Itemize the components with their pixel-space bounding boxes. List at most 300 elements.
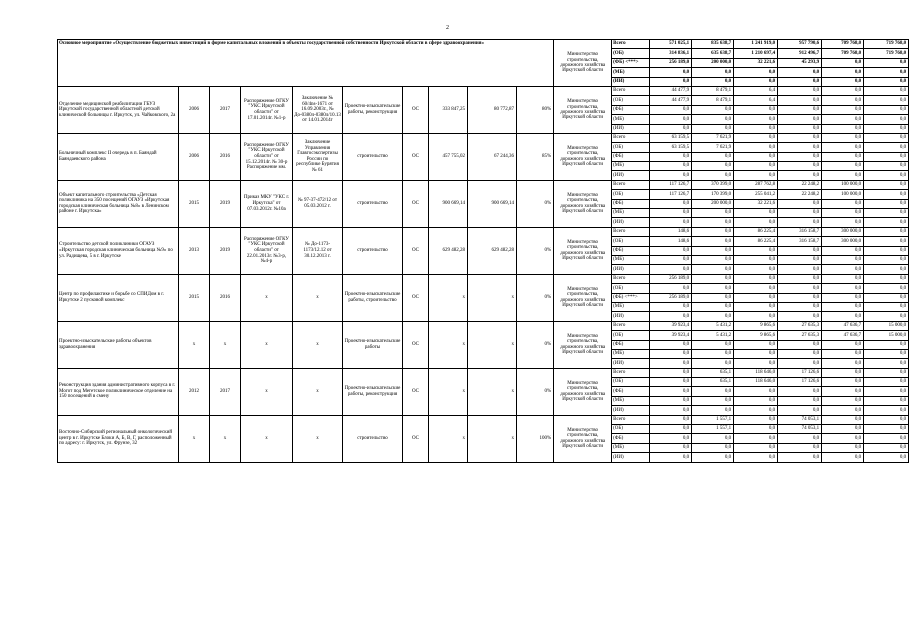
amount-cell: 0,0 bbox=[778, 96, 822, 105]
amount-cell: 719 768,0 bbox=[864, 40, 909, 49]
object-row bbox=[58, 180, 909, 189]
amount-cell: 835 638,7 bbox=[692, 40, 734, 49]
amount-cell: 0,0 bbox=[650, 387, 692, 396]
ministry-cell: Министерство строительства, дорожного хозяйства Иркутской области bbox=[554, 180, 612, 227]
amount-cell: 0,0 bbox=[650, 218, 692, 227]
end-year: 2017 bbox=[210, 86, 241, 133]
order-doc: Распоряжение ОГКУ "УКС Иркутской области" от 17.01.2014г. №1-р bbox=[241, 86, 293, 133]
amount-cell: 0,0 bbox=[822, 340, 864, 349]
amount-cell: 0,0 bbox=[864, 115, 909, 124]
ownership-form: ОС bbox=[403, 180, 429, 227]
source-cell: (ОБ) bbox=[612, 190, 650, 199]
object-name: Проектно-изыскательские работы объектов здравоохранения bbox=[58, 321, 179, 368]
amount-cell: 0,0 bbox=[864, 227, 909, 236]
source-cell: (ОБ) bbox=[612, 284, 650, 293]
amount-cell: 719 768,0 bbox=[864, 49, 909, 58]
amount-cell: 74 053,1 bbox=[778, 415, 822, 424]
amount-cell: 0,0 bbox=[692, 209, 734, 218]
amount-cell: 0,0 bbox=[822, 387, 864, 396]
source-cell: (МБ) bbox=[612, 443, 650, 452]
amount-cell: 148,6 bbox=[650, 227, 692, 236]
amount-cell: 0,0 bbox=[864, 378, 909, 387]
amount-cell: 0,0 bbox=[822, 425, 864, 434]
amount-cell: 0,0 bbox=[822, 415, 864, 424]
amount-cell: 22 248,2 bbox=[778, 190, 822, 199]
amount-cell: 0,0 bbox=[822, 255, 864, 264]
amount-cell: 0,0 bbox=[734, 265, 778, 274]
source-cell: (ФБ) bbox=[612, 340, 650, 349]
conclusion-doc: x bbox=[293, 415, 343, 462]
order-doc: x bbox=[241, 368, 293, 415]
amount-cell: 0,0 bbox=[692, 124, 734, 133]
amount-cell: 0,0 bbox=[734, 434, 778, 443]
amount-cell: 0,0 bbox=[650, 68, 692, 77]
amount-cell: 0,0 bbox=[822, 115, 864, 124]
amount-cell: 0,0 bbox=[822, 209, 864, 218]
amount-cell: 47 636,7 bbox=[822, 331, 864, 340]
amount-cell: 0,0 bbox=[822, 284, 864, 293]
amount-cell: 314 836,1 bbox=[650, 49, 692, 58]
amount-cell: 0,0 bbox=[822, 368, 864, 377]
page-number: 2 bbox=[446, 25, 449, 31]
estimated-cost: x bbox=[429, 274, 468, 321]
amount-cell: 0,0 bbox=[734, 302, 778, 311]
conclusion-doc: № 97-37-472/12 от 05.03.2012 г. bbox=[293, 180, 343, 227]
order-doc: Приказ МКУ "УКС г. Иркутска" от 07.03.2012г. №10а bbox=[241, 180, 293, 227]
amount-cell: 0,0 bbox=[692, 349, 734, 358]
amount-cell: 0,0 bbox=[864, 209, 909, 218]
amount-cell: 0,0 bbox=[692, 152, 734, 161]
amount-cell: 0,0 bbox=[778, 218, 822, 227]
amount-cell: 0,0 bbox=[864, 396, 909, 405]
amount-cell: 0,0 bbox=[778, 265, 822, 274]
amount-cell: 0,0 bbox=[822, 443, 864, 452]
amount-cell: 0,0 bbox=[778, 77, 822, 86]
amount-cell: 0,0 bbox=[692, 302, 734, 311]
amount-cell: 0,0 bbox=[778, 453, 822, 462]
object-row bbox=[58, 274, 909, 283]
amount-cell: 0,0 bbox=[822, 265, 864, 274]
source-cell: (ФБ) bbox=[612, 387, 650, 396]
amount-cell: 0,0 bbox=[692, 406, 734, 415]
amount-cell: 27 635,3 bbox=[778, 321, 822, 330]
amount-cell: 0,0 bbox=[864, 359, 909, 368]
amount-cell: 6,4 bbox=[734, 96, 778, 105]
source-cell: (МБ) bbox=[612, 115, 650, 124]
amount-cell: 0,0 bbox=[778, 162, 822, 171]
amount-cell: 709 768,0 bbox=[822, 40, 864, 49]
amount-cell: 0,0 bbox=[864, 171, 909, 180]
amount-cell: 0,0 bbox=[734, 218, 778, 227]
ownership-form: ОС bbox=[403, 227, 429, 274]
amount-cell: 0,0 bbox=[734, 246, 778, 255]
readiness-percent: 85% bbox=[517, 133, 554, 180]
amount-cell: 0,0 bbox=[778, 105, 822, 114]
amount-cell: 0,0 bbox=[864, 77, 909, 86]
source-cell: (МБ) bbox=[612, 396, 650, 405]
amount-cell: 0,0 bbox=[650, 171, 692, 180]
amount-cell: 86 225,4 bbox=[734, 227, 778, 236]
amount-cell: 0,0 bbox=[822, 86, 864, 95]
amount-cell: 0,0 bbox=[650, 368, 692, 377]
amount-cell: 0,0 bbox=[864, 415, 909, 424]
amount-cell: 0,0 bbox=[650, 425, 692, 434]
amount-cell: 0,0 bbox=[864, 274, 909, 283]
amount-cell: 0,0 bbox=[864, 265, 909, 274]
amount-cell: 0,0 bbox=[650, 396, 692, 405]
amount-cell: 635,1 bbox=[692, 378, 734, 387]
amount-cell: 0,0 bbox=[864, 284, 909, 293]
amount-cell: 0,0 bbox=[734, 105, 778, 114]
amount-cell: 0,0 bbox=[650, 415, 692, 424]
amount-cell: 0,0 bbox=[734, 340, 778, 349]
estimated-cost: 629 482,28 bbox=[429, 227, 468, 274]
readiness-percent: 100% bbox=[517, 415, 554, 462]
amount-cell: 15 000,0 bbox=[864, 331, 909, 340]
object-row bbox=[58, 321, 909, 330]
amount-cell: 0,0 bbox=[864, 302, 909, 311]
remaining-cost: 67 244,36 bbox=[468, 133, 517, 180]
amount-cell: 63 159,5 bbox=[650, 133, 692, 142]
amount-cell: 0,0 bbox=[822, 143, 864, 152]
order-doc: Распоряжение ОГКУ "УКС Иркутской области" от 15.12.2014г. № 30-р Распоряжение мм. bbox=[241, 133, 293, 180]
amount-cell: 0,0 bbox=[650, 124, 692, 133]
amount-cell: 0,0 bbox=[864, 162, 909, 171]
amount-cell: 0,0 bbox=[778, 143, 822, 152]
amount-cell: 0,0 bbox=[650, 359, 692, 368]
amount-cell: 0,0 bbox=[864, 246, 909, 255]
source-cell: (ОБ) bbox=[612, 96, 650, 105]
remaining-cost: 629 482,28 bbox=[468, 227, 517, 274]
amount-cell: 0,0 bbox=[734, 359, 778, 368]
end-year: 2017 bbox=[210, 368, 241, 415]
amount-cell: 0,0 bbox=[822, 396, 864, 405]
amount-cell: 0,0 bbox=[734, 77, 778, 86]
object-row bbox=[58, 415, 909, 424]
amount-cell: 0,0 bbox=[778, 387, 822, 396]
work-type: строительство bbox=[343, 227, 403, 274]
start-year: 2012 bbox=[179, 368, 210, 415]
amount-cell: 0,0 bbox=[692, 162, 734, 171]
amount-cell: 0,0 bbox=[692, 77, 734, 86]
end-year: x bbox=[210, 415, 241, 462]
source-cell: (ИИ) bbox=[612, 77, 650, 86]
amount-cell: 0,0 bbox=[778, 152, 822, 161]
amount-cell: 0,0 bbox=[692, 105, 734, 114]
amount-cell: 118 646,0 bbox=[734, 368, 778, 377]
source-cell: (ОБ) bbox=[612, 49, 650, 58]
amount-cell: 0,0 bbox=[864, 293, 909, 302]
amount-cell: 0,0 bbox=[778, 255, 822, 264]
estimated-cost: x bbox=[429, 321, 468, 368]
source-cell: (ОБ) bbox=[612, 425, 650, 434]
amount-cell: 0,0 bbox=[734, 115, 778, 124]
amount-cell: 0,0 bbox=[650, 255, 692, 264]
amount-cell: 0,0 bbox=[778, 406, 822, 415]
source-cell: Всего bbox=[612, 227, 650, 236]
amount-cell: 0,0 bbox=[822, 378, 864, 387]
estimated-cost: 333 847,25 bbox=[429, 86, 468, 133]
event-title: Основное мероприятие «Осуществление бюджетных инвестиций в форме капитальных вложений в объекты государственной собственности Иркутской области в сфере здравоохранения» bbox=[58, 40, 554, 87]
estimated-cost: 900 669,14 bbox=[429, 180, 468, 227]
amount-cell: 0,0 bbox=[734, 255, 778, 264]
amount-cell: 0,0 bbox=[734, 152, 778, 161]
readiness-percent: 0% bbox=[517, 368, 554, 415]
amount-cell: 0,0 bbox=[864, 152, 909, 161]
amount-cell: 0,0 bbox=[734, 284, 778, 293]
amount-cell: 0,0 bbox=[822, 359, 864, 368]
source-cell: Всего bbox=[612, 180, 650, 189]
source-cell: Всего bbox=[612, 415, 650, 424]
amount-cell: 0,0 bbox=[692, 274, 734, 283]
object-name: Объект капитального строительства «Детская поликлиника на 350 посещений ОГАУЗ «Иркутская городская клиническая больница №8» в Ленинском районе г. Иркутска» bbox=[58, 180, 179, 227]
source-cell: (ИИ) bbox=[612, 453, 650, 462]
source-cell: (МБ) bbox=[612, 162, 650, 171]
readiness-percent: 0% bbox=[517, 321, 554, 368]
amount-cell: 27 635,3 bbox=[778, 331, 822, 340]
amount-cell: 0,0 bbox=[778, 284, 822, 293]
amount-cell: 0,0 bbox=[650, 209, 692, 218]
amount-cell: 86 225,4 bbox=[734, 237, 778, 246]
amount-cell: 0,0 bbox=[692, 387, 734, 396]
amount-cell: 44 477,9 bbox=[650, 96, 692, 105]
amount-cell: 0,0 bbox=[650, 105, 692, 114]
amount-cell: 0,0 bbox=[864, 180, 909, 189]
object-name: Строительство детской поликлиники ОГАУЗ «Иркутская городская клиническая больница №9» по ул. Радищева, 5 в г. Иркутске bbox=[58, 227, 179, 274]
amount-cell: 32 221,6 bbox=[734, 199, 778, 208]
amount-cell: 0,0 bbox=[864, 86, 909, 95]
amount-cell: 0,0 bbox=[650, 453, 692, 462]
amount-cell: 0,0 bbox=[822, 312, 864, 321]
ministry-cell: Министерство строительства, дорожного хозяйства Иркутской области bbox=[554, 133, 612, 180]
amount-cell: 255 041,2 bbox=[734, 190, 778, 199]
conclusion-doc: Заключение Управления Главгосэкспертизы России по республике Бурятия № 61 bbox=[293, 133, 343, 180]
start-year: x bbox=[179, 415, 210, 462]
amount-cell: 0,0 bbox=[692, 340, 734, 349]
ministry-cell: Министерство строительства, дорожного хозяйства Иркутской области bbox=[554, 368, 612, 415]
order-doc: x bbox=[241, 321, 293, 368]
start-year: 2013 bbox=[179, 227, 210, 274]
source-cell: (МБ) bbox=[612, 209, 650, 218]
amount-cell: 22 248,2 bbox=[778, 180, 822, 189]
amount-cell: 45 293,9 bbox=[778, 58, 822, 67]
amount-cell: 148,6 bbox=[650, 237, 692, 246]
amount-cell: 0,0 bbox=[734, 274, 778, 283]
amount-cell: 0,0 bbox=[778, 340, 822, 349]
object-row bbox=[58, 368, 909, 377]
amount-cell: 0,0 bbox=[778, 124, 822, 133]
amount-cell: 0,0 bbox=[822, 96, 864, 105]
amount-cell: 200 000,0 bbox=[692, 199, 734, 208]
source-cell: (МБ) bbox=[612, 349, 650, 358]
amount-cell: 17 126,6 bbox=[778, 378, 822, 387]
amount-cell: 0,0 bbox=[778, 199, 822, 208]
amount-cell: 0,0 bbox=[692, 237, 734, 246]
amount-cell: 0,0 bbox=[864, 434, 909, 443]
amount-cell: 0,0 bbox=[822, 171, 864, 180]
amount-cell: 39 923,4 bbox=[650, 321, 692, 330]
source-cell: (ИИ) bbox=[612, 359, 650, 368]
work-type: Проектно-изыскательские работы, реконструкция bbox=[343, 86, 403, 133]
amount-cell: 0,0 bbox=[650, 162, 692, 171]
amount-cell: 0,0 bbox=[778, 171, 822, 180]
amount-cell: 0,0 bbox=[650, 302, 692, 311]
amount-cell: 0,0 bbox=[822, 124, 864, 133]
amount-cell: 9 865,6 bbox=[734, 331, 778, 340]
readiness-percent: 0% bbox=[517, 180, 554, 227]
amount-cell: 0,0 bbox=[864, 255, 909, 264]
amount-cell: 5 431,2 bbox=[692, 331, 734, 340]
amount-cell: 0,0 bbox=[734, 387, 778, 396]
amount-cell: 100 000,0 bbox=[822, 190, 864, 199]
amount-cell: 0,0 bbox=[734, 171, 778, 180]
amount-cell: 0,0 bbox=[650, 443, 692, 452]
order-doc: x bbox=[241, 415, 293, 462]
amount-cell: 0,0 bbox=[734, 453, 778, 462]
source-cell: (ОБ) bbox=[612, 331, 650, 340]
amount-cell: 0,0 bbox=[692, 227, 734, 236]
amount-cell: 0,0 bbox=[734, 312, 778, 321]
amount-cell: 0,0 bbox=[864, 406, 909, 415]
amount-cell: 0,0 bbox=[778, 115, 822, 124]
readiness-percent: 0% bbox=[517, 227, 554, 274]
conclusion-doc: Заключение № 60/4ns-1671 от 16.09.2003г., № До-0380л-0380л/10.13 от 14.01.2014г bbox=[293, 86, 343, 133]
ownership-form: ОС bbox=[403, 86, 429, 133]
amount-cell: 0,0 bbox=[864, 190, 909, 199]
amount-cell: 0,0 bbox=[734, 68, 778, 77]
amount-cell: 0,0 bbox=[864, 312, 909, 321]
amount-cell: 117 126,7 bbox=[650, 180, 692, 189]
amount-cell: 0,0 bbox=[692, 171, 734, 180]
amount-cell: 0,0 bbox=[650, 434, 692, 443]
end-year: 2016 bbox=[210, 133, 241, 180]
object-name: Реконструкция здания административного корпуса в г. Могот под Мегетское поликлиническое отделение на 150 посещений в смену bbox=[58, 368, 179, 415]
remaining-cost: x bbox=[468, 415, 517, 462]
amount-cell: 0,0 bbox=[864, 387, 909, 396]
ownership-form: ОС bbox=[403, 133, 429, 180]
amount-cell: 0,0 bbox=[778, 396, 822, 405]
amount-cell: 0,0 bbox=[778, 443, 822, 452]
amount-cell: 0,0 bbox=[864, 199, 909, 208]
amount-cell: 0,0 bbox=[734, 162, 778, 171]
amount-cell: 0,0 bbox=[822, 58, 864, 67]
amount-cell: 0,0 bbox=[692, 396, 734, 405]
work-type: строительство bbox=[343, 133, 403, 180]
amount-cell: 316 158,7 bbox=[778, 237, 822, 246]
amount-cell: 256 189,0 bbox=[650, 293, 692, 302]
object-name: Центр по профилактике и борьбе со СПИДом в г. Иркутске 2 пусковой комплекс bbox=[58, 274, 179, 321]
source-cell: (ИИ) bbox=[612, 124, 650, 133]
amount-cell: 0,0 bbox=[692, 218, 734, 227]
amount-cell: 0,0 bbox=[692, 246, 734, 255]
source-cell: (ФБ) bbox=[612, 434, 650, 443]
amount-cell: 117 126,7 bbox=[650, 190, 692, 199]
amount-cell: 709 768,0 bbox=[822, 49, 864, 58]
amount-cell: 0,0 bbox=[822, 162, 864, 171]
amount-cell: 44 477,9 bbox=[650, 86, 692, 95]
amount-cell: 0,0 bbox=[692, 453, 734, 462]
amount-cell: 1 557,1 bbox=[692, 425, 734, 434]
amount-cell: 0,0 bbox=[650, 406, 692, 415]
amount-cell: 1 557,1 bbox=[692, 415, 734, 424]
work-type: Проектно-изыскательские работы bbox=[343, 321, 403, 368]
amount-cell: 0,0 bbox=[692, 443, 734, 452]
amount-cell: 0,0 bbox=[692, 68, 734, 77]
start-year: 2015 bbox=[179, 274, 210, 321]
object-row bbox=[58, 133, 909, 142]
amount-cell: 0,0 bbox=[734, 396, 778, 405]
amount-cell: 0,0 bbox=[822, 199, 864, 208]
amount-cell: 0,0 bbox=[778, 246, 822, 255]
amount-cell: 0,0 bbox=[778, 349, 822, 358]
amount-cell: 0,0 bbox=[864, 218, 909, 227]
ministry-cell: Министерство строительства, дорожного хозяйства Иркутской области bbox=[554, 40, 612, 87]
amount-cell: 0,0 bbox=[822, 293, 864, 302]
readiness-percent: 80% bbox=[517, 86, 554, 133]
amount-cell: 100 000,0 bbox=[822, 180, 864, 189]
ministry-cell: Министерство строительства, дорожного хозяйства Иркутской области bbox=[554, 274, 612, 321]
source-cell: (ОБ) bbox=[612, 237, 650, 246]
ministry-cell: Министерство строительства, дорожного хозяйства Иркутской области bbox=[554, 227, 612, 274]
source-cell: (ИИ) bbox=[612, 218, 650, 227]
amount-cell: 17 126,6 bbox=[778, 368, 822, 377]
amount-cell: 7 621,9 bbox=[692, 143, 734, 152]
amount-cell: 0,0 bbox=[734, 209, 778, 218]
source-cell: Всего bbox=[612, 274, 650, 283]
source-cell: Всего bbox=[612, 86, 650, 95]
work-type: строительство bbox=[343, 415, 403, 462]
amount-cell: 0,0 bbox=[864, 68, 909, 77]
start-year: 2015 bbox=[179, 180, 210, 227]
amount-cell: 0,0 bbox=[778, 434, 822, 443]
amount-cell: 316 158,7 bbox=[778, 227, 822, 236]
ownership-form: ОС bbox=[403, 274, 429, 321]
amount-cell: 0,0 bbox=[734, 143, 778, 152]
amount-cell: 635 638,7 bbox=[692, 49, 734, 58]
amount-cell: 0,0 bbox=[778, 68, 822, 77]
amount-cell: 15 000,0 bbox=[864, 321, 909, 330]
amount-cell: 0,0 bbox=[734, 425, 778, 434]
source-cell: (ФБ) bbox=[612, 246, 650, 255]
amount-cell: 0,0 bbox=[864, 58, 909, 67]
amount-cell: 635,1 bbox=[692, 368, 734, 377]
source-cell: Всего bbox=[612, 133, 650, 142]
amount-cell: 912 496,7 bbox=[778, 49, 822, 58]
work-type: строительство bbox=[343, 180, 403, 227]
amount-cell: 0,0 bbox=[692, 434, 734, 443]
amount-cell: 0,0 bbox=[650, 77, 692, 86]
amount-cell: 0,0 bbox=[650, 349, 692, 358]
ownership-form: ОС bbox=[403, 321, 429, 368]
remaining-cost: 900 669,14 bbox=[468, 180, 517, 227]
amount-cell: 287 762,8 bbox=[734, 180, 778, 189]
amount-cell: 256 189,0 bbox=[650, 58, 692, 67]
end-year: 2019 bbox=[210, 180, 241, 227]
amount-cell: 0,0 bbox=[650, 115, 692, 124]
amount-cell: 0,0 bbox=[734, 293, 778, 302]
amount-cell: 0,0 bbox=[778, 302, 822, 311]
amount-cell: 0,0 bbox=[822, 349, 864, 358]
source-cell: (ФБ) <***> bbox=[612, 293, 650, 302]
amount-cell: 39 923,4 bbox=[650, 331, 692, 340]
source-cell: (ИИ) bbox=[612, 171, 650, 180]
amount-cell: 0,0 bbox=[734, 406, 778, 415]
amount-cell: 0,0 bbox=[822, 68, 864, 77]
amount-cell: 1 241 919,0 bbox=[734, 40, 778, 49]
end-year: 2019 bbox=[210, 227, 241, 274]
amount-cell: 0,0 bbox=[822, 274, 864, 283]
amount-cell: 0,0 bbox=[692, 284, 734, 293]
